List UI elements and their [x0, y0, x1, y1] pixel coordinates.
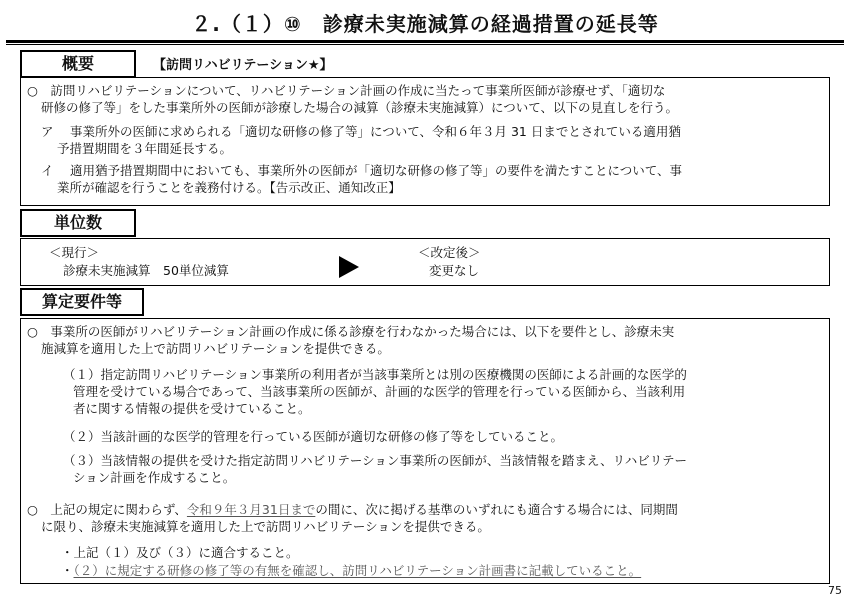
req-item-line: ション計画を作成すること。 — [73, 470, 236, 485]
overview-line: 研修の修了等」をした事業所外の医師が診療した場合の減算（診療未実施減算）について、以下の見直しを行う。 — [41, 100, 679, 115]
req-p2-pre: ○ 上記の規定に関わらず、 — [27, 502, 187, 517]
req-paragraph-line — [27, 501, 678, 518]
requirements-box — [20, 318, 830, 584]
current-header: ＜現行＞ — [49, 245, 100, 260]
req-item-line: （３）当該情報の提供を受けた指定訪問リハビリテーション事業所の医師が、当該情報を踏まえ、リハビリテー — [63, 453, 688, 468]
overview-line: ○ 訪問リハビリテーションについて、リハビリテーション計画の作成に当たって事業所医師が診療せず、「適切な — [27, 83, 666, 98]
revised-value: 変更なし — [429, 263, 480, 278]
req-paragraph-line: ○ 事業所の医師がリハビリテーション計画の作成に係る診療を行わなかった場合には、以下を要件とし、診療未実 — [27, 324, 675, 339]
req-item-line: （２）当該計画的な医学的管理を行っている医師が適切な研修の修了等をしていること。 — [63, 429, 564, 444]
req-paragraph-line: 施減算を適用した上で訪問リハビリテーションを提供できる。 — [41, 341, 390, 356]
req-p2-post: の間に、次に掲げる基準のいずれにも適合する場合には、同期間 — [315, 502, 678, 517]
overview-line: ア 事業所外の医師に求められる「適切な研修の修了等」について、令和６年３月 31 日までとされている適用猶 — [41, 124, 681, 139]
req-item-line: 管理を受けている場合であって、当該事業所の医師が、計画的な医学的管理を行っている医師から、当該利用 — [73, 384, 686, 399]
title-rule-thin — [6, 44, 844, 45]
req-item-line: （１）指定訪問リハビリテーション事業所の利用者が当該事業所とは別の医療機関の医師による計画的な医学的 — [63, 367, 687, 382]
page-title: ２.（１）⑩ 診療未実施減算の経過措置の延長等 — [191, 12, 659, 36]
req-paragraph-line: に限り、診療未実施減算を適用した上で訪問リハビリテーションを提供できる。 — [41, 519, 490, 534]
revised-header: ＜改定後＞ — [418, 245, 481, 260]
req-bullet — [61, 562, 641, 579]
overview-box — [20, 77, 830, 206]
current-value: 診療未実施減算 50単位減算 — [63, 263, 229, 278]
req-bullet-dot: ・ — [61, 563, 74, 578]
units-label: 単位数 — [20, 209, 136, 237]
requirements-label: 算定要件等 — [20, 288, 144, 316]
req-item-line: 者に関する情報の提供を受けていること。 — [73, 401, 311, 416]
service-tag: 【訪問リハビリテーション★】 — [153, 58, 333, 73]
overview-line: イ 適用猶予措置期間中においても、事業所外の医師が「適切な研修の修了等」の要件を満たすことについて、事 — [41, 163, 682, 178]
req-p2-deadline: 令和９年３月31日まで — [186, 502, 316, 517]
req-bullet: ・上記（１）及び（３）に適合すること。 — [61, 545, 299, 560]
req-bullet-underlined: （２）に規定する研修の修了等の有無を確認し、訪問リハビリテーション計画書に記載していること。 — [73, 563, 642, 578]
overview-line: 予措置期間を３年間延長する。 — [57, 141, 233, 156]
overview-line: 業所が確認を行うことを義務付ける。【告示改正、通知改正】 — [57, 180, 401, 195]
page-number: 75 — [828, 584, 842, 597]
units-box — [20, 238, 830, 286]
overview-label: 概要 — [20, 50, 136, 78]
title-rule — [6, 40, 844, 43]
arrow-right-icon — [339, 256, 359, 278]
